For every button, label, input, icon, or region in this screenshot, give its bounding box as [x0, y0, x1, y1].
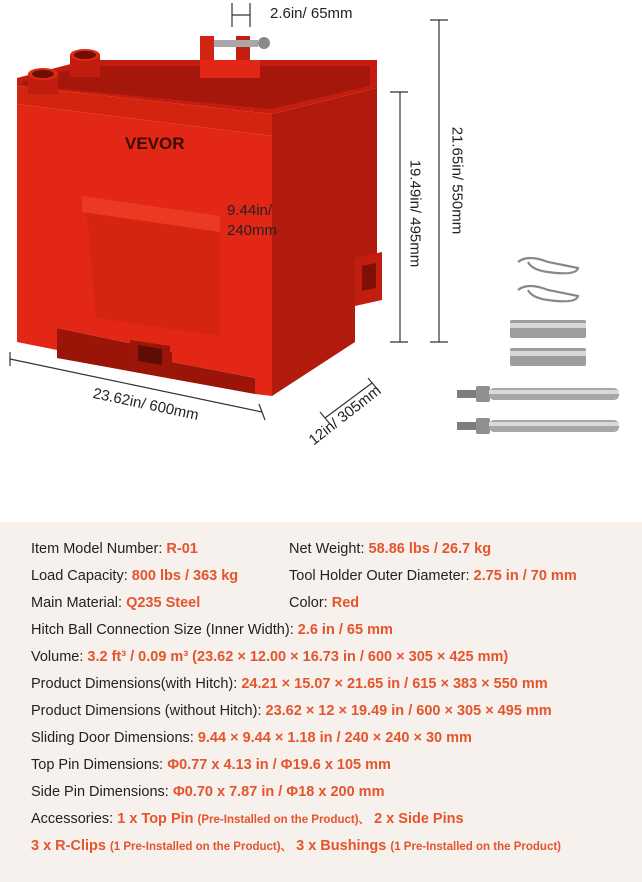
spec-value: Q235 Steel: [126, 595, 201, 611]
accessory-side-pins: 2 x Side Pins: [374, 811, 464, 827]
dim-top-pin-width: 2.6in/ 65mm: [270, 5, 353, 22]
spec-value: Φ0.70 x 7.87 in / Φ18 x 200 mm: [172, 784, 385, 800]
spec-label: Volume:: [31, 649, 88, 665]
spec-hitch: [31, 622, 393, 638]
spec-weight: [289, 541, 491, 557]
spec-value: 58.86 lbs / 26.7 kg: [368, 541, 492, 557]
spec-color: [289, 595, 359, 611]
spec-label: Main Material:: [31, 595, 127, 611]
accessory-note: (1 Pre-Installed on the Product): [390, 841, 561, 853]
spec-value: Φ0.77 x 4.13 in / Φ19.6 x 105 mm: [167, 757, 391, 773]
spec-dimensions-without-hitch: [31, 703, 552, 719]
spec-tool-holder: [289, 568, 577, 584]
spec-value: 9.44 × 9.44 × 1.18 in / 240 × 240 × 30 mm: [197, 730, 472, 746]
top-hitch-bracket: [200, 36, 270, 78]
spec-label: Side Pin Dimensions:: [31, 784, 173, 800]
accessory-r-clips: 3 x R-Clips: [31, 838, 106, 854]
spec-accessories: [31, 811, 464, 827]
dim-depth: 12in/ 305mm: [305, 382, 385, 449]
dim-length: 23.62in/ 600mm: [91, 385, 201, 424]
spec-value: 24.21 × 15.07 × 21.65 in / 615 × 383 × 550 mm: [241, 676, 548, 692]
spec-sliding-door: [31, 730, 472, 746]
spec-value: R-01: [166, 541, 198, 557]
spec-label: Accessories:: [31, 811, 118, 827]
spec-value: 23.62 × 12 × 19.49 in / 600 × 305 × 495 mm: [265, 703, 552, 719]
spec-label: Net Weight:: [289, 541, 369, 557]
spec-label: Tool Holder Outer Diameter:: [289, 568, 474, 584]
brand-logo: VEVOR: [125, 134, 185, 153]
r-clip-icon: [518, 258, 578, 301]
accessory-note: (1 Pre-Installed on the Product)、: [109, 841, 293, 853]
dim-door: 9.44in/ 240mm: [227, 202, 278, 239]
accessories-drawing: [457, 258, 619, 434]
spec-dimensions-with-hitch: [31, 676, 548, 692]
spec-top-pin: [31, 757, 391, 773]
spec-model: [31, 541, 198, 557]
spec-label: Item Model Number:: [31, 541, 167, 557]
spec-side-pin: [31, 784, 384, 800]
spec-value: 3.2 ft³ / 0.09 m³ (23.62 × 12.00 × 16.73 in / 600 × 305 × 425 mm): [87, 649, 509, 665]
spec-value: 2.6 in / 65 mm: [297, 622, 393, 638]
spec-volume: [31, 649, 508, 665]
spec-label: Hitch Ball Connection Size (Inner Width):: [31, 622, 298, 638]
spec-value: 2.75 in / 70 mm: [473, 568, 577, 584]
spec-accessories-continued: [31, 838, 561, 854]
side-pin-icon: [457, 386, 619, 434]
spec-value: 800 lbs / 363 kg: [131, 568, 239, 584]
spec-label: Load Capacity:: [31, 568, 132, 584]
spec-label: Color:: [289, 595, 332, 611]
spec-value: Red: [331, 595, 360, 611]
spec-label: Product Dimensions(with Hitch):: [31, 676, 242, 692]
spec-label: Product Dimensions (without Hitch):: [31, 703, 266, 719]
spec-material: [31, 595, 200, 611]
accessory-bushings: 3 x Bushings: [296, 838, 387, 854]
spec-load: [31, 568, 238, 584]
accessory-top-pin: 1 x Top Pin: [117, 811, 194, 827]
spec-label: Top Pin Dimensions:: [31, 757, 168, 773]
spec-label: Sliding Door Dimensions:: [31, 730, 198, 746]
bushing-icon: [510, 320, 586, 366]
dim-overall-height: 21.65in/ 550mm: [448, 126, 466, 235]
dim-body-height: 19.49in/ 495mm: [406, 159, 424, 268]
box-body: [17, 60, 382, 396]
accessory-note: (Pre-Installed on the Product)、: [197, 814, 371, 826]
